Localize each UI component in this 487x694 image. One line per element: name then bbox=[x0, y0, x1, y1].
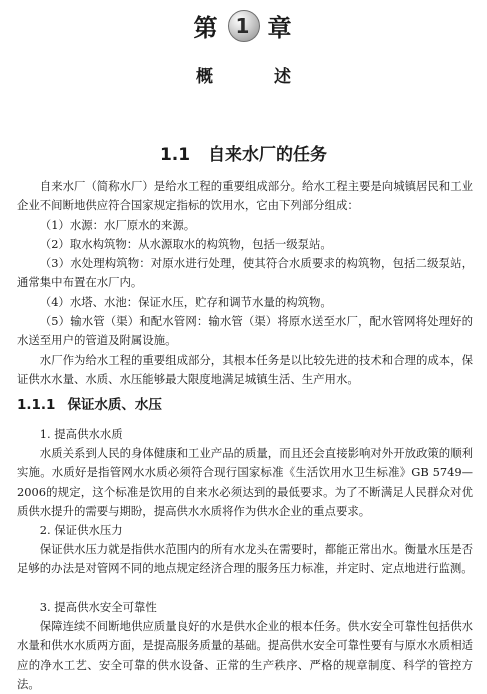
component-item: （2）取水构筑物：从水源取水的构筑物，包括一级泵站。 bbox=[39, 237, 332, 251]
chapter-prefix: 第 bbox=[193, 14, 220, 42]
item-heading: 2. 保证供水压力 bbox=[39, 523, 123, 537]
item-heading: 1. 提高供水水质 bbox=[39, 427, 123, 441]
component-item: （1）水源：水厂原水的来源。 bbox=[39, 218, 196, 232]
item-heading: 3. 提高供水安全可靠性 bbox=[39, 600, 157, 614]
item-text: 水质关系到人民的身体健康和工业产品的质量，而且还会直接影响对外开放政策的顺利实施。水质好是指管网水水质必须符合现行国家标准《生活饮用水卫生标准》GB 5749—2006的规定，这个标准是饮用的自来水必须达到的最低要求。为了不断满足人民群众对优质供水提升的需要与期盼，提高供水水质将作为供水企业的重点要求。 bbox=[17, 446, 473, 518]
section-title: 自来水厂的任务 bbox=[208, 145, 328, 165]
component-item: （3）水处理构筑物：对原水进行处理，使其符合水质要求的构筑物，包括二级泵站，通常集中布置在水厂内。 bbox=[17, 256, 473, 290]
section-number: 1.1 bbox=[159, 145, 191, 165]
subsection-title: 保证水质、水压 bbox=[67, 397, 162, 413]
chapter-title: 概 述 bbox=[196, 67, 313, 87]
chapter-number-badge: 1 bbox=[228, 10, 260, 42]
item-text: 保障连续不间断地供应质量良好的水是供水企业的根本任务。供水安全可靠性包括供水水量和供水水质两方面，是提高服务质量的基础。提高供水安全可靠性要有与原水水质相适应的净水工艺、安全可靠的供水设备、正常的生产秩序、严格的规章制度、科学的管控方法。 bbox=[17, 619, 473, 691]
chapter-suffix: 章 bbox=[267, 14, 294, 42]
component-item: （5）输水管（渠）和配水管网：输水管（渠）将原水送至水厂，配水管网将处理好的水送至用户的管道及附属设施。 bbox=[17, 314, 473, 348]
subsection-number: 1.1.1 bbox=[17, 397, 56, 413]
intro-paragraph: 自来水厂（简称水厂）是给水工程的重要组成部分。给水工程主要是向城镇居民和工业企业不间断地供应符合国家规定指标的饮用水，它由下列部分组成： bbox=[17, 179, 473, 213]
subsection-heading-1-1-1 bbox=[17, 393, 162, 413]
item-text: 保证供水压力就是指供水范围内的所有水龙头在需要时，都能正常出水。衡量水压是否足够的办法是对管网不同的地点规定经济合理的服务压力标准，并定时、定点地进行监测。 bbox=[17, 542, 473, 576]
task-paragraph: 水厂作为给水工程的重要组成部分，其根本任务是以比较先进的技术和合理的成本，保证供水水量、水质、水压能够最大限度地满足城镇生活、生产用水。 bbox=[17, 353, 473, 387]
section-heading-1-1 bbox=[0, 140, 487, 165]
chapter-heading bbox=[0, 8, 487, 43]
component-item: （4）水塔、水池：保证水压，贮存和调节水量的构筑物。 bbox=[39, 295, 332, 309]
